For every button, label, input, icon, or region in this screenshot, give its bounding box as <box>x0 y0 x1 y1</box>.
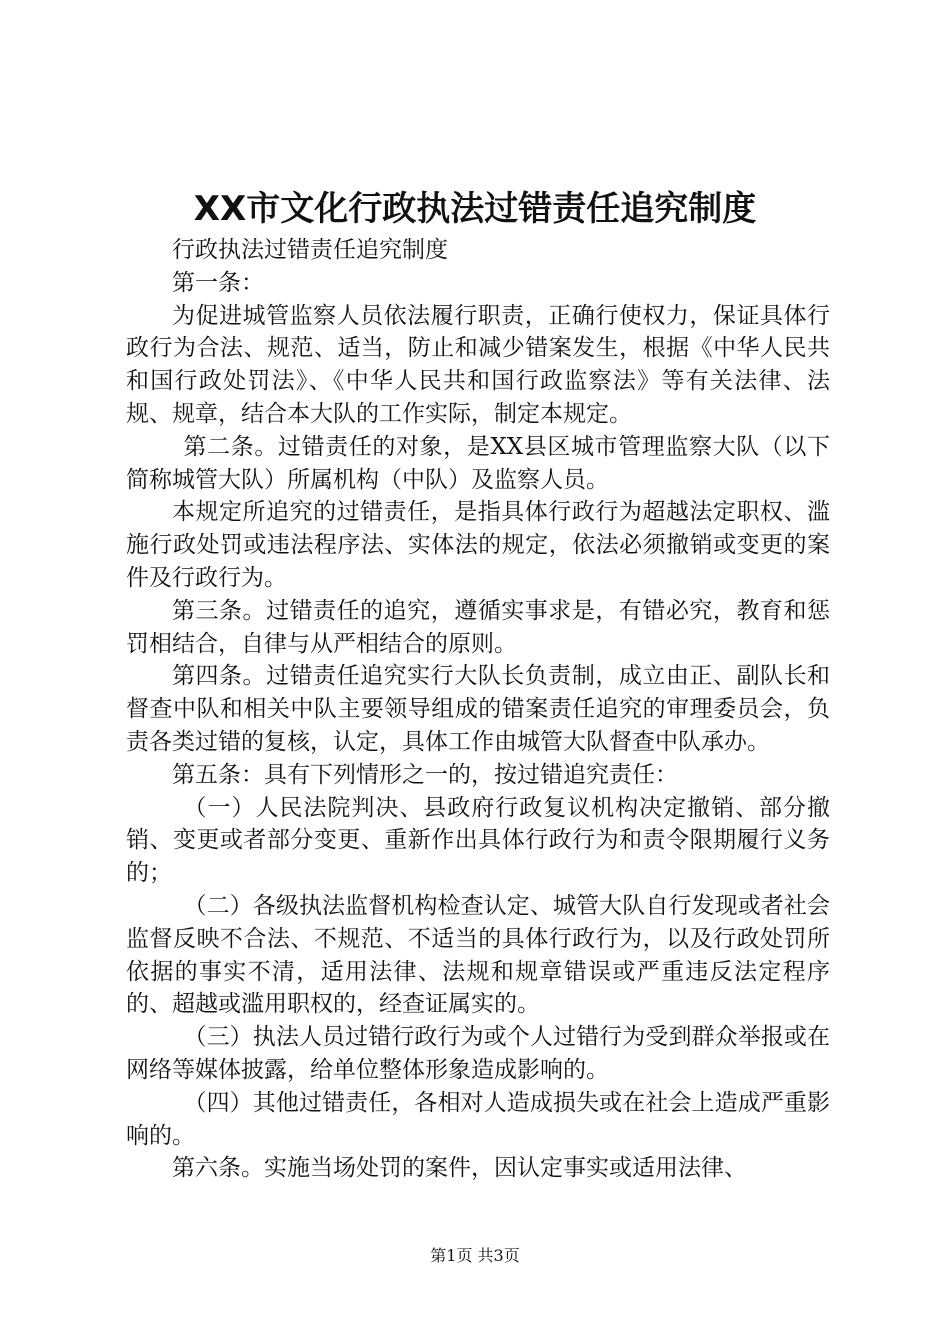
paragraph-article-1-body: 为促进城管监察人员依法履行职责，正确行使权力，保证具体行政行为合法、规范、适当，防止和减少错案发生，根据《中华人民共和国行政处罚法》、《中华人民共和国行政监察法》等有关法律、法规、规章，结合本大队的工作实际，制定本规定。 <box>126 302 830 427</box>
paragraph-article-6: 第六条。实施当场处罚的案件，因认定事实或适用法律、 <box>172 1155 747 1182</box>
document-body <box>126 234 830 1185</box>
page-number-footer: 第1页 共3页 <box>430 1246 520 1265</box>
paragraph-clause-1: （一）人民法院判决、县政府行政复议机构决定撤销、部分撤销、变更或者部分变更、重新作出具体行政行为和责令限期履行义务的； <box>126 794 830 887</box>
paragraph-article-2-scope: 本规定所追究的过错责任，是指具体行政行为超越法定职权、滥施行政处罚或违法程序法、实体法的规定，依法必须撤销或变更的案件及行政行为。 <box>126 499 830 591</box>
paragraph-clause-3: （三）执法人员过错行政行为或个人过错行为受到群众举报或在网络等媒体披露，给单位整体形象造成影响的。 <box>126 1024 830 1083</box>
paragraph-article-3: 第三条。过错责任的追究，遵循实事求是，有错必究，教育和惩罚相结合，自律与从严相结合的原则。 <box>126 597 830 657</box>
paragraph-clause-2: （二）各级执法监督机构检查认定、城管大队自行发现或者社会监督反映不合法、不规范、不适当的具体行政行为，以及行政处罚所依据的事实不清，适用法律、法规和规章错误或严重违反法定程序的、超越或滥用职权的，经查证属实的。 <box>126 892 830 1018</box>
paragraph-article-5: 第五条：具有下列情形之一的，按过错追究责任： <box>172 761 678 788</box>
paragraph-clause-4: （四）其他过错责任，各相对人造成损失或在社会上造成严重影响的。 <box>126 1089 830 1149</box>
paragraph-article-4: 第四条。过错责任追究实行大队长负责制，成立由正、副队长和督查中队和相关中队主要领导组成的错案责任追究的审理委员会，负责各类过错的复核，认定，具体工作由城管大队督查中队承办。 <box>126 663 830 755</box>
paragraph-article-2: 第二条。过错责任的对象，是XX县区城市管理监察大队（以下简称城管大队）所属机构（中队）及监察人员。 <box>126 433 830 493</box>
paragraph-subtitle: 行政执法过错责任追究制度 <box>172 237 448 263</box>
document-title: XX市文化行政执法过错责任追究制度 <box>193 189 757 229</box>
paragraph-article-1-heading: 第一条： <box>172 269 264 296</box>
